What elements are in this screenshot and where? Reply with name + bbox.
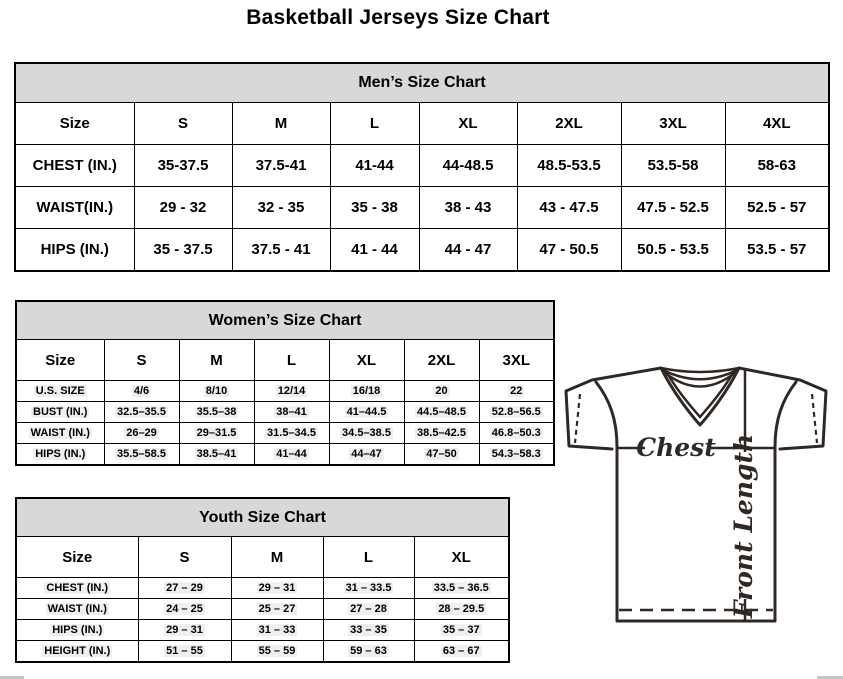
table-row bbox=[16, 641, 509, 663]
table-row bbox=[15, 229, 829, 272]
column-header: XL bbox=[414, 537, 509, 578]
table-cell: 47.5 - 52.5 bbox=[621, 187, 725, 229]
table-cell: 12/14 bbox=[254, 381, 329, 402]
row-label: CHEST (IN.) bbox=[16, 578, 138, 599]
table-title: Women’s Size Chart bbox=[16, 301, 554, 340]
table-cell: 38–41 bbox=[254, 402, 329, 423]
table-cell: 29–31.5 bbox=[179, 423, 254, 444]
table-cell: 41 - 44 bbox=[330, 229, 419, 272]
column-header: M bbox=[232, 103, 330, 145]
table-cell: 63 – 67 bbox=[414, 641, 509, 663]
table-row bbox=[16, 444, 554, 466]
mens-size-chart-table bbox=[14, 62, 830, 272]
column-header: S bbox=[138, 537, 231, 578]
table-cell: 33 – 35 bbox=[323, 620, 414, 641]
table-cell: 41–44.5 bbox=[329, 402, 404, 423]
table-cell: 20 bbox=[404, 381, 479, 402]
table-cell: 43 - 47.5 bbox=[517, 187, 621, 229]
table-cell: 16/18 bbox=[329, 381, 404, 402]
table-cell: 53.5-58 bbox=[621, 145, 725, 187]
column-header: S bbox=[104, 340, 179, 381]
column-header: L bbox=[323, 537, 414, 578]
table-cell: 29 - 32 bbox=[134, 187, 232, 229]
row-label: WAIST (IN.) bbox=[16, 599, 138, 620]
table-cell: 28 – 29.5 bbox=[414, 599, 509, 620]
column-header: Size bbox=[15, 103, 134, 145]
table-cell: 31 – 33 bbox=[231, 620, 323, 641]
column-header: Size bbox=[16, 340, 104, 381]
table-title-row bbox=[16, 498, 509, 537]
table-cell: 34.5–38.5 bbox=[329, 423, 404, 444]
table-cell: 37.5-41 bbox=[232, 145, 330, 187]
table-cell: 27 – 29 bbox=[138, 578, 231, 599]
row-label: WAIST (IN.) bbox=[16, 423, 104, 444]
table-cell: 38.5–41 bbox=[179, 444, 254, 466]
table-row bbox=[16, 599, 509, 620]
column-header-row bbox=[15, 103, 829, 145]
table-row bbox=[16, 423, 554, 444]
table-title: Men’s Size Chart bbox=[15, 63, 829, 103]
table-cell: 47 - 50.5 bbox=[517, 229, 621, 272]
youth-size-chart-table bbox=[15, 497, 510, 663]
column-header: S bbox=[134, 103, 232, 145]
table-cell: 41–44 bbox=[254, 444, 329, 466]
page-title: Basketball Jerseys Size Chart bbox=[246, 6, 550, 29]
row-label: HIPS (IN.) bbox=[15, 229, 134, 272]
table-row bbox=[16, 402, 554, 423]
table-title-row bbox=[15, 63, 829, 103]
table-cell: 54.3–58.3 bbox=[479, 444, 554, 466]
jersey-size-diagram bbox=[555, 360, 843, 632]
column-header: 2XL bbox=[404, 340, 479, 381]
table-row bbox=[16, 381, 554, 402]
table-cell: 29 – 31 bbox=[231, 578, 323, 599]
row-label: BUST (IN.) bbox=[16, 402, 104, 423]
table-cell: 4/6 bbox=[104, 381, 179, 402]
table-title-row bbox=[16, 301, 554, 340]
table-cell: 55 – 59 bbox=[231, 641, 323, 663]
column-header: XL bbox=[419, 103, 517, 145]
table-cell: 35.5–58.5 bbox=[104, 444, 179, 466]
row-label: HIPS (IN.) bbox=[16, 620, 138, 641]
table-cell: 52.5 - 57 bbox=[725, 187, 829, 229]
table-cell: 35 – 37 bbox=[414, 620, 509, 641]
table-cell: 35-37.5 bbox=[134, 145, 232, 187]
column-header: 2XL bbox=[517, 103, 621, 145]
table-row bbox=[15, 145, 829, 187]
column-header-row bbox=[16, 537, 509, 578]
table-cell: 37.5 - 41 bbox=[232, 229, 330, 272]
table-cell: 35.5–38 bbox=[179, 402, 254, 423]
table-cell: 25 – 27 bbox=[231, 599, 323, 620]
table-cell: 44 - 47 bbox=[419, 229, 517, 272]
table-cell: 44-48.5 bbox=[419, 145, 517, 187]
column-header: 3XL bbox=[479, 340, 554, 381]
column-header: XL bbox=[329, 340, 404, 381]
row-label: U.S. SIZE bbox=[16, 381, 104, 402]
row-label: HEIGHT (IN.) bbox=[16, 641, 138, 663]
table-cell: 27 – 28 bbox=[323, 599, 414, 620]
table-cell: 38.5–42.5 bbox=[404, 423, 479, 444]
table-cell: 53.5 - 57 bbox=[725, 229, 829, 272]
table-cell: 38 - 43 bbox=[419, 187, 517, 229]
table-cell: 46.8–50.3 bbox=[479, 423, 554, 444]
table-cell: 44–47 bbox=[329, 444, 404, 466]
table-cell: 50.5 - 53.5 bbox=[621, 229, 725, 272]
table-cell: 47–50 bbox=[404, 444, 479, 466]
table-cell: 22 bbox=[479, 381, 554, 402]
column-header: 3XL bbox=[621, 103, 725, 145]
table-cell: 31 – 33.5 bbox=[323, 578, 414, 599]
column-header-row bbox=[16, 340, 554, 381]
table-cell: 33.5 – 36.5 bbox=[414, 578, 509, 599]
table-cell: 29 – 31 bbox=[138, 620, 231, 641]
table-cell: 24 – 25 bbox=[138, 599, 231, 620]
table-cell: 35 - 37.5 bbox=[134, 229, 232, 272]
column-header: M bbox=[231, 537, 323, 578]
table-cell: 26–29 bbox=[104, 423, 179, 444]
table-row bbox=[16, 578, 509, 599]
jersey-collar bbox=[661, 368, 739, 425]
row-label: HIPS (IN.) bbox=[16, 444, 104, 466]
column-header: 4XL bbox=[725, 103, 829, 145]
row-label: WAIST(IN.) bbox=[15, 187, 134, 229]
table-cell: 58-63 bbox=[725, 145, 829, 187]
column-header: L bbox=[254, 340, 329, 381]
column-header: Size bbox=[16, 537, 138, 578]
chest-label: Chest bbox=[636, 433, 716, 462]
table-cell: 32 - 35 bbox=[232, 187, 330, 229]
table-cell: 41-44 bbox=[330, 145, 419, 187]
table-cell: 59 – 63 bbox=[323, 641, 414, 663]
table-row bbox=[15, 187, 829, 229]
table-cell: 44.5–48.5 bbox=[404, 402, 479, 423]
table-cell: 32.5–35.5 bbox=[104, 402, 179, 423]
column-header: L bbox=[330, 103, 419, 145]
row-label: CHEST (IN.) bbox=[15, 145, 134, 187]
table-cell: 35 - 38 bbox=[330, 187, 419, 229]
table-cell: 8/10 bbox=[179, 381, 254, 402]
table-row bbox=[16, 620, 509, 641]
table-cell: 51 – 55 bbox=[138, 641, 231, 663]
jersey-outline bbox=[566, 368, 826, 621]
table-cell: 52.8–56.5 bbox=[479, 402, 554, 423]
table-cell: 31.5–34.5 bbox=[254, 423, 329, 444]
front-length-label: Front Length bbox=[729, 433, 758, 619]
column-header: M bbox=[179, 340, 254, 381]
womens-size-chart-table bbox=[15, 300, 555, 466]
table-cell: 48.5-53.5 bbox=[517, 145, 621, 187]
table-title: Youth Size Chart bbox=[16, 498, 509, 537]
